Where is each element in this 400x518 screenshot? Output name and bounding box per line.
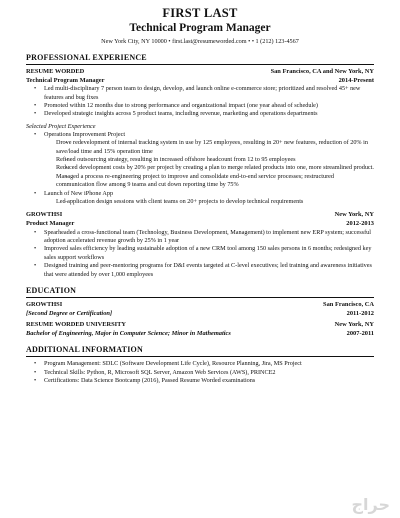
- additional-list: [26, 360, 374, 385]
- additional-item: • Technical Skills: Python, R, Microsoft SQL Server, Amazon Web Services (AWS), PRINCE2: [26, 369, 374, 377]
- section-heading: ADDITIONAL INFORMATION: [26, 345, 143, 355]
- watermark-logo: حراج: [351, 495, 390, 514]
- project-item: – Refined outsourcing strategy, resulting in increased offshore headcount from 12 to 95 employees: [44, 156, 374, 164]
- project-name: Operations Improvement Project: [44, 130, 126, 138]
- additional-item: • Program Management: SDLC (Software Development Life Cycle), Resource Planning, Jira, MS Project: [26, 360, 374, 368]
- candidate-title: Technical Program Manager: [129, 22, 271, 34]
- education-dates: 2007-2011: [346, 329, 374, 337]
- project-name: Launch of New iPhone App: [44, 189, 114, 197]
- experience-section: [26, 53, 374, 279]
- job-role-row: [26, 220, 374, 229]
- bullet-item: • Designed training and peer-mentoring programs for D&I events targeted at C-level executives; led training and awareness initiatives that were attended by over 1,000 employees: [26, 262, 374, 279]
- selected-projects-label: Selected Project Experience: [26, 122, 96, 130]
- job-role: Product Manager: [26, 220, 75, 228]
- section-divider: [26, 356, 374, 357]
- education-entry: [26, 301, 374, 318]
- section-divider: [26, 297, 374, 298]
- section-heading: EDUCATION: [26, 286, 77, 296]
- education-dates: 2011-2012: [346, 309, 374, 317]
- degree-name: [Second Degree or Certification]: [26, 309, 113, 317]
- section-divider: [26, 64, 374, 65]
- job-role: Technical Program Manager: [26, 76, 105, 84]
- company-name: GROWTHSI: [26, 211, 63, 219]
- project-title: [26, 131, 374, 190]
- bullet-item: • Spearheaded a cross-functional team (Technology, Business Development, Management) to implement new ERP system; successful adoption accelerated revenue growth by 25% in 1 year: [26, 229, 374, 246]
- job-location: New York, NY: [334, 211, 374, 219]
- project-item: – Reduced development costs by 20% per project by creating a plan to merge related products into one, more streamlined product.: [44, 164, 374, 172]
- candidate-name: FIRST LAST: [162, 6, 238, 20]
- job-location: San Francisco, CA and New York, NY: [270, 68, 374, 75]
- school-location: New York, NY: [334, 321, 374, 329]
- company-name: RESUME WORDED: [26, 68, 85, 75]
- job-entry: [26, 68, 374, 206]
- job-role-row: [26, 77, 374, 86]
- school-name: RESUME WORDED UNIVERSITY: [26, 321, 127, 329]
- job-bullets: [26, 229, 374, 279]
- project-item: – Led application design sessions with client teams on 20+ projects to develop technical requirements: [44, 198, 374, 206]
- degree-row: [26, 330, 374, 339]
- contact-line: New York City, NY 10000 • first.last@resumeworded.com • • 1 (212) 123-4567: [101, 38, 299, 45]
- project-item: – Drove redevelopment of internal tracking system in use by 125 employees, resulting in 20+ new features, reduction of 20% in save/load time and 15% operation time: [44, 139, 374, 156]
- project-items: [44, 139, 374, 189]
- additional-section: [26, 345, 374, 385]
- project-items: [44, 198, 374, 206]
- education-section: [26, 286, 374, 338]
- section-heading: PROFESSIONAL EXPERIENCE: [26, 53, 147, 62]
- project-title: [26, 190, 374, 207]
- bullet-item: • Developed strategic insights across 5 product teams, including revenue, marketing and operations departments: [26, 110, 374, 118]
- bullet-item: • Promoted within 12 months due to strong performance and organizational impact (one year ahead of schedule): [26, 102, 374, 110]
- school-location: San Francisco, CA: [323, 301, 374, 309]
- job-dates: 2012-2013: [346, 220, 374, 228]
- school-row: [26, 321, 374, 330]
- project-list: [26, 131, 374, 207]
- school-name: GROWTHSI: [26, 301, 63, 309]
- job-entry: [26, 211, 374, 279]
- project-item: – Managed a process re-engineering project to improve and consolidate end-to-end service processes; restructured communication flow among 9 teams and cut down reporting time by 75%: [44, 173, 374, 190]
- job-bullets: [26, 85, 374, 119]
- degree-name: Bachelor of Engineering, Major in Computer Science; Minor in Mathematics: [26, 329, 231, 337]
- bullet-item: • Led multi-disciplinary 7 person team to design, develop, and launch online e-commerce store; prioritized and resolved 45+ new features and bug fixes: [26, 85, 374, 102]
- job-header: [26, 211, 374, 220]
- bullet-item: • Improved sales efficiency by leading sustainable adoption of a new CRM tool among 150 sales persons in 6 months; redesigned key sales support workflows: [26, 245, 374, 262]
- additional-item: • Certifications: Data Science Bootcamp (2016), Passed Resume Worded examinations: [26, 377, 374, 385]
- school-row: [26, 301, 374, 310]
- education-entry: [26, 321, 374, 338]
- job-dates: 2014-Present: [338, 76, 374, 84]
- job-header: [26, 68, 374, 77]
- degree-row: [26, 310, 374, 319]
